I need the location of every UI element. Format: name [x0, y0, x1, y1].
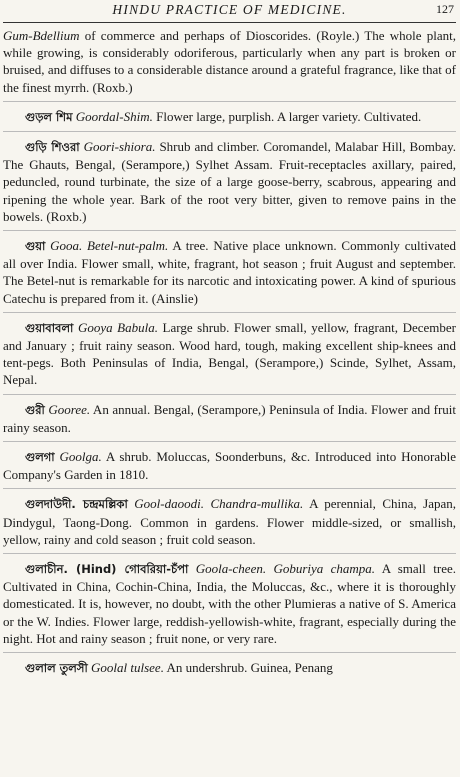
- entry-text: Large shrub. Flower small, yellow, fragrant, December and January ; fruit rainy season. Wood hard, tough, making excellent ship-knees and tent-pegs. Both Peninsulas of India, Bengal, (Serampore,) Scinde, Sylhet, Assam, Nepal.: [3, 319, 456, 388]
- entry-name: Gool-daoodi. Chandra-mullika.: [134, 496, 304, 512]
- entry-head: [25, 660, 164, 675]
- entry-text: A shrub. Moluccas, Soonderbuns, &c. Introduced into Honorable Company's Garden in 1810.: [3, 449, 456, 483]
- entry-gooree: [3, 401, 456, 442]
- native-name: গুয়াবাবলা: [25, 320, 74, 335]
- entry-goola-cheen: [3, 560, 456, 653]
- native-name: গুয়া: [25, 239, 46, 254]
- entry-head: [25, 561, 375, 576]
- native-name: গুলাচীন. (Hind) গোবরিয়া-চঁপা: [25, 562, 189, 577]
- entry-name: Goolal tulsee.: [91, 660, 164, 676]
- entry-gool-daoodi: [3, 495, 456, 554]
- entry-head: [25, 320, 158, 335]
- entry-list: [3, 27, 456, 682]
- entry-text: Shrub and climber. Coromandel, Malabar Hill, Bombay. The Ghauts, Bengal, (Serampore,) Sylhet Assam. Fruit-receptacles axillary, paired, peduncled, round turbinate, the size of a large goose-berry, scabrous, appearing and ripening the whole year. Bark of the root very bitter, given to remove pains in the bowels. (Roxb.): [3, 139, 457, 224]
- entry-name: Gooya Babula.: [77, 319, 158, 335]
- entry-head: [25, 238, 168, 253]
- native-name: গুরী: [25, 402, 45, 417]
- entry-head: [25, 496, 303, 511]
- native-name: গুলগা: [25, 450, 55, 465]
- entry-name: Gooree.: [48, 401, 91, 417]
- entry-head: [25, 402, 90, 417]
- entry-head: [25, 139, 155, 154]
- running-head: [3, 0, 456, 23]
- native-name: গুড়ল শিম: [25, 109, 73, 124]
- entry-name: Goolga.: [59, 449, 102, 465]
- entry-text: Flower large, purplish. A larger variety. Cultivated.: [152, 108, 422, 124]
- entry-goori-shiora: [3, 138, 456, 231]
- entry-text: An undershrub. Guinea, Penang: [163, 660, 333, 676]
- entry-gum-bdellium: [3, 27, 456, 102]
- entry-name: Gooa. Betel-nut-palm.: [50, 238, 169, 254]
- entry-text: A small tree. Cultivated in China, Cochin-China, India, the Moluccas, &c., where it is thoroughly domesticated. It is, however, no doubt, with the other Plumieras a native of S. America or the W. Indies. Flower large, reddish-yellowish-white, fragrant, especially during the night. Hot and rainy season ; fruit none, or very rare.: [3, 561, 456, 646]
- entry-text: A tree. Native place unknown. Commonly cultivated all over India. Flower small, white, fragrant, hot season ; fruit August and september. The Betel-nut is remarkable for its narcotic and intoxicating power. A kind of spurious Catechu is prepared from it. (Ainslie): [3, 238, 456, 306]
- entry-goolga: [3, 448, 456, 489]
- entry-goolal-tulsee: [3, 659, 456, 682]
- entry-goordal-shim: [3, 108, 456, 132]
- entry-head: [25, 109, 153, 124]
- entry-name: Goordal-Shim.: [75, 108, 153, 124]
- entry-gooya-babula: [3, 319, 456, 395]
- entry-name: Goori-shiora.: [83, 139, 156, 155]
- native-name: গুলাল তুলসী: [25, 661, 88, 676]
- entry-text: A perennial, China, Japan, Dindygul, Taong-Dong. Common in gardens. Flower middle-sized, or smallish, yellow, rainy and cold season ; fruit cold season.: [3, 496, 456, 547]
- native-name: গুলদাউদী. চন্দ্রমল্লিকা: [25, 497, 128, 512]
- entry-head: [25, 449, 102, 464]
- page-number: 127: [436, 2, 454, 16]
- entry-text: of commerce and perhaps of Dioscorides. (Royle.) The whole plant, while growing, is considerably odoriferous, particularly when any part is broken or bruised, and diffuses to a considerable distance around a grateful fragrance, like that of the finest myrrh. (Roxb.): [3, 28, 456, 95]
- native-name: গুড়ি শিওরা: [25, 140, 80, 155]
- running-title: HINDU PRACTICE OF MEDICINE.: [112, 2, 347, 17]
- entry-gooa: [3, 237, 456, 313]
- entry-name: Goola-cheen. Goburiya champa.: [195, 561, 376, 577]
- entry-text: An annual. Bengal, (Serampore,) Peninsula of India. Flower and fruit rainy season.: [3, 401, 457, 435]
- entry-name: Gum-Bdellium: [3, 28, 80, 43]
